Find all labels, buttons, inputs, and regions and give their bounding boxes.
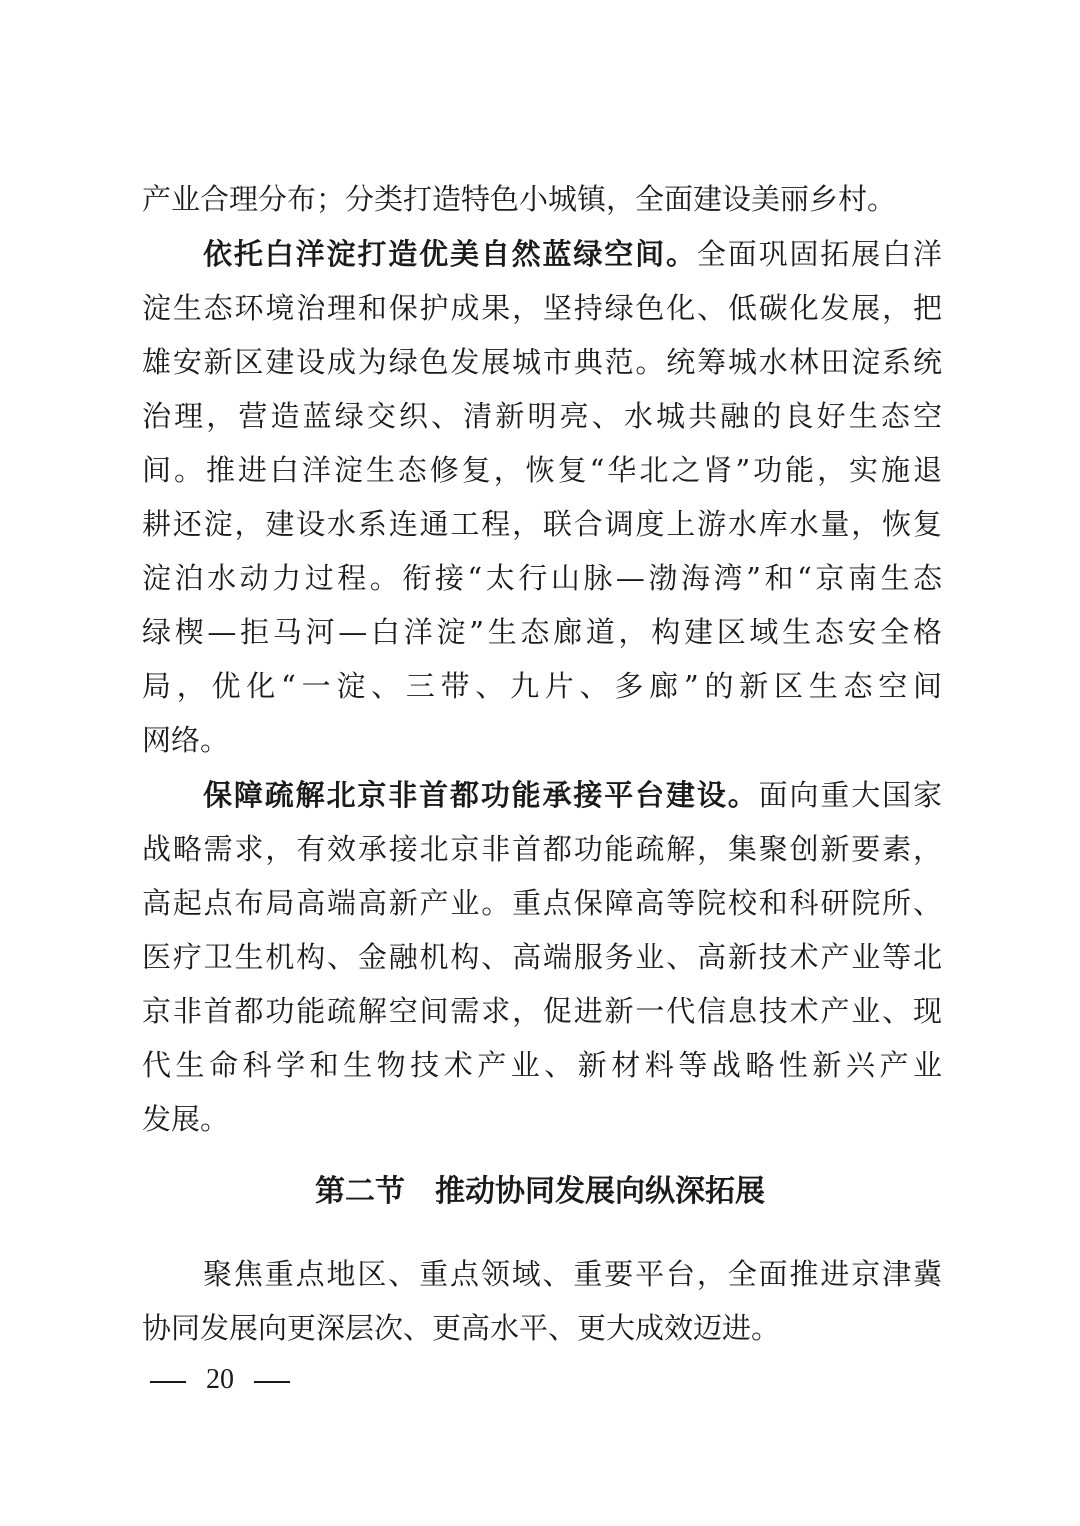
page-number: 20 <box>206 1364 234 1395</box>
paragraph-line: 间。推进白洋淀生态修复，恢复“华北之肾”功能，实施退 <box>142 453 942 487</box>
paragraph-line: 京非首都功能疏解空间需求，促进新一代信息技术产业、现 <box>142 994 942 1028</box>
paragraph-line: 网络。 <box>142 723 230 757</box>
paragraph-line: 代生命科学和生物技术产业、新材料等战略性新兴产业 <box>142 1048 942 1082</box>
paragraph-line: 治理，营造蓝绿交织、清新明亮、水城共融的良好生态空 <box>142 399 942 433</box>
paragraph-text: 全面巩固拓展白洋 <box>696 237 942 271</box>
paragraph-line: 医疗卫生机构、金融机构、高端服务业、高新技术产业等北 <box>142 940 942 974</box>
paragraph-lead-heading: 依托白洋淀打造优美自然蓝绿空间。 <box>203 237 697 271</box>
paragraph-line: 淀泊水动力过程。衔接“太行山脉—渤海湾”和“京南生态 <box>142 561 942 595</box>
paragraph-line: 雄安新区建设成为绿色发展城市典范。统筹城水林田淀系统 <box>142 345 942 379</box>
paragraph-text: 面向重大国家 <box>758 778 942 812</box>
paragraph-line <box>203 776 942 814</box>
paragraph-line: 产业合理分布；分类打造特色小城镇，全面建设美丽乡村。 <box>142 182 897 216</box>
paragraph-lead-heading: 保障疏解北京非首都功能承接平台建设。 <box>203 778 759 812</box>
dash-left <box>150 1381 186 1383</box>
paragraph-line: 局，优化“一淀、三带、九片、多廊”的新区生态空间 <box>142 669 942 703</box>
paragraph-line: 聚焦重点地区、重点领域、重要平台，全面推进京津冀 <box>203 1257 942 1291</box>
paragraph-line: 淀生态环境治理和保护成果，坚持绿色化、低碳化发展，把 <box>142 291 942 325</box>
paragraph-line: 发展。 <box>142 1102 230 1136</box>
paragraph-line: 高起点布局高端高新产业。重点保障高等院校和科研院所、 <box>142 886 942 920</box>
paragraph-line: 耕还淀，建设水系连通工程，联合调度上游水库水量，恢复 <box>142 507 942 541</box>
paragraph-line: 战略需求，有效承接北京非首都功能疏解，集聚创新要素， <box>142 832 942 866</box>
paragraph-line: 绿楔—拒马河—白洋淀”生态廊道，构建区域生态安全格 <box>142 615 942 649</box>
dash-right <box>254 1381 290 1383</box>
paragraph-line <box>203 235 942 273</box>
paragraph-line: 协同发展向更深层次、更高水平、更大成效迈进。 <box>142 1311 781 1345</box>
page-number-footer <box>150 1362 290 1398</box>
section-heading: 第二节 推动协同发展向纵深拓展 <box>315 1174 765 1209</box>
